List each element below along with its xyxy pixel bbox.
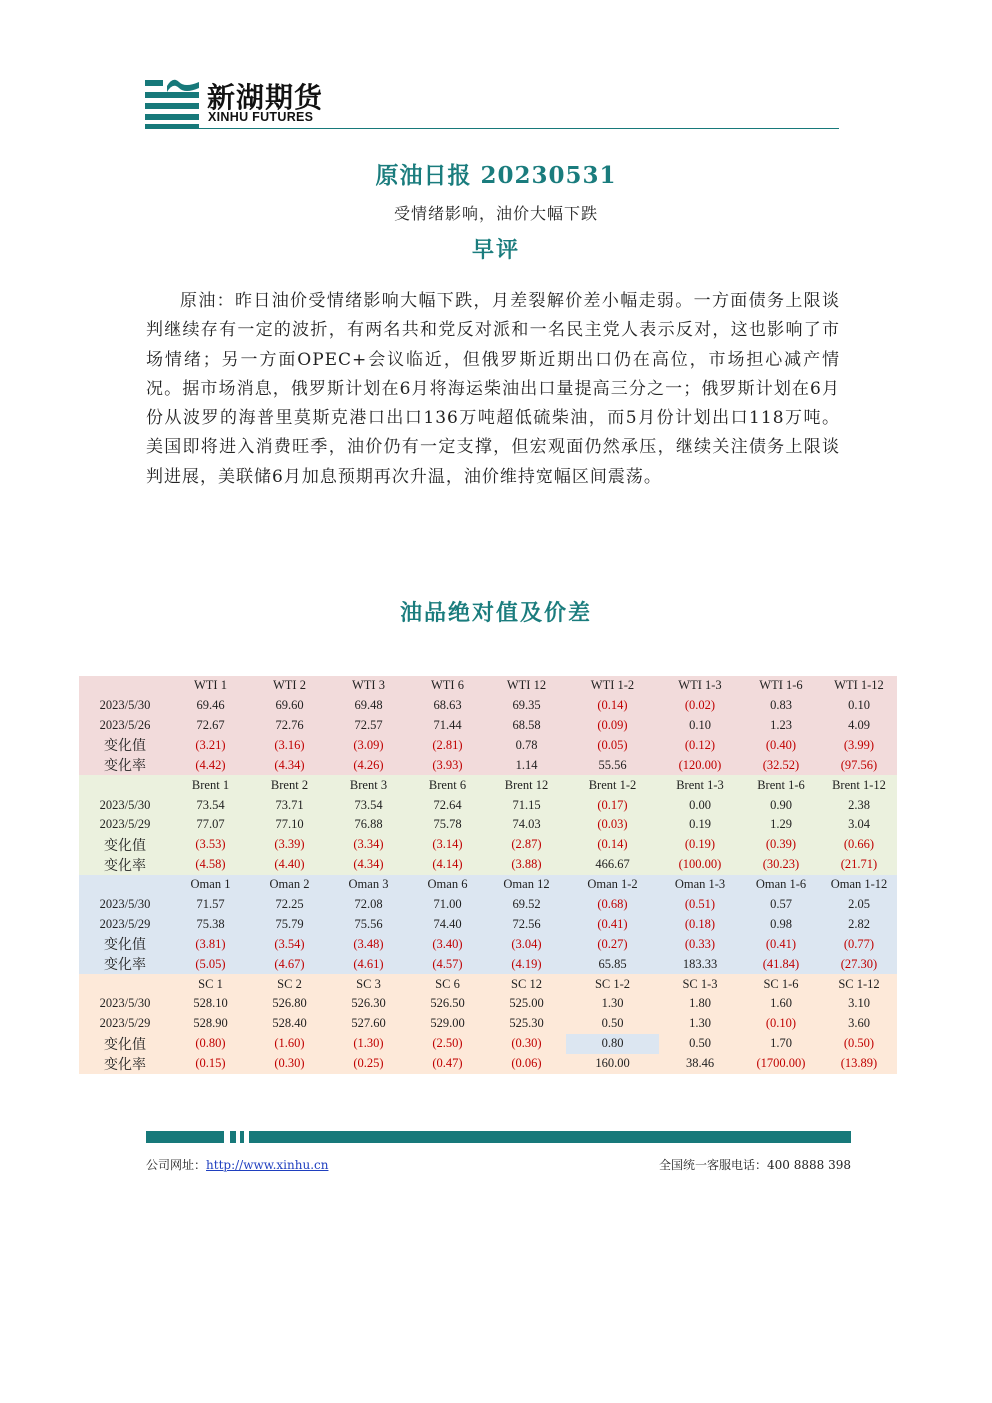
row-label: 变化值	[79, 835, 171, 855]
table-cell: 38.46	[659, 1054, 741, 1074]
column-header: SC 1-2	[566, 974, 659, 994]
row-label: 变化值	[79, 934, 171, 954]
header-blank-cell	[79, 775, 171, 795]
table-cell: (5.05)	[171, 954, 250, 974]
table-cell: 71.44	[408, 716, 487, 736]
table-cell: (0.41)	[741, 934, 821, 954]
column-header: Oman 1-2	[566, 875, 659, 895]
table-cell: (13.89)	[821, 1054, 897, 1074]
table-cell: (0.14)	[566, 835, 659, 855]
table-cell: (3.21)	[171, 735, 250, 755]
table-cell: (0.14)	[566, 696, 659, 716]
table-cell: (0.39)	[741, 835, 821, 855]
row-label: 变化值	[79, 735, 171, 755]
table-cell: (0.19)	[659, 835, 741, 855]
table-cell: 0.57	[741, 895, 821, 915]
table-cell: 528.90	[171, 1014, 250, 1034]
column-header: SC 1-3	[659, 974, 741, 994]
header	[145, 70, 840, 130]
column-header: SC 1	[171, 974, 250, 994]
table-cell: 1.23	[741, 716, 821, 736]
table-cell: 0.00	[659, 795, 741, 815]
table-cell: (0.12)	[659, 735, 741, 755]
table-cell: 2.38	[821, 795, 897, 815]
row-label: 2023/5/29	[79, 1014, 171, 1034]
column-header: SC 1-6	[741, 974, 821, 994]
table-cell: 74.03	[487, 815, 566, 835]
table-cell: (0.09)	[566, 716, 659, 736]
row-label: 2023/5/26	[79, 716, 171, 736]
table-header-row	[79, 875, 897, 895]
column-header: SC 2	[250, 974, 329, 994]
table-row	[79, 855, 897, 875]
table-cell: 526.80	[250, 994, 329, 1014]
table-cell: (4.40)	[250, 855, 329, 875]
table-cell: 528.10	[171, 994, 250, 1014]
table-cell: (0.03)	[566, 815, 659, 835]
report-subtitle: 受情绪影响，油价大幅下跌	[393, 204, 598, 223]
table-cell: (30.23)	[741, 855, 821, 875]
table-row	[79, 755, 897, 775]
column-header: WTI 1-2	[566, 676, 659, 696]
column-header: Brent 1	[171, 775, 250, 795]
row-label: 变化率	[79, 1054, 171, 1074]
table-cell: (0.77)	[821, 934, 897, 954]
table-cell: (97.56)	[821, 755, 897, 775]
column-header: Oman 12	[487, 875, 566, 895]
row-label: 变化率	[79, 855, 171, 875]
row-label: 变化率	[79, 755, 171, 775]
table-cell: 160.00	[566, 1054, 659, 1074]
table-cell: (3.09)	[329, 735, 408, 755]
table-cell: (1700.00)	[741, 1054, 821, 1074]
table-cell: (120.00)	[659, 755, 741, 775]
table-cell: (0.05)	[566, 735, 659, 755]
table-row	[79, 914, 897, 934]
header-blank-cell	[79, 676, 171, 696]
table-cell: (0.17)	[566, 795, 659, 815]
table-cell: 0.80	[566, 1034, 659, 1054]
table-cell: 1.30	[566, 994, 659, 1014]
header-divider	[145, 128, 839, 129]
table-row	[79, 954, 897, 974]
table-cell: 75.56	[329, 914, 408, 934]
table-cell: (0.68)	[566, 895, 659, 915]
column-header: Brent 1-6	[741, 775, 821, 795]
table-row	[79, 1014, 897, 1034]
table-cell: (1.30)	[329, 1034, 408, 1054]
table-cell: 69.52	[487, 895, 566, 915]
table-cell: (0.25)	[329, 1054, 408, 1074]
table-cell: (0.40)	[741, 735, 821, 755]
table-cell: 525.00	[487, 994, 566, 1014]
table-cell: (0.27)	[566, 934, 659, 954]
table-cell: (0.30)	[487, 1034, 566, 1054]
table-cell: 69.48	[329, 696, 408, 716]
table-cell: (27.30)	[821, 954, 897, 974]
table-cell: 72.56	[487, 914, 566, 934]
brand-name-cn: 新湖期货	[207, 81, 324, 114]
table-row	[79, 735, 897, 755]
table-cell: (0.06)	[487, 1054, 566, 1074]
table-row	[79, 934, 897, 954]
table-cell: 0.10	[821, 696, 897, 716]
table-cell: (4.34)	[250, 755, 329, 775]
table-cell: 73.71	[250, 795, 329, 815]
table-cell: 76.88	[329, 815, 408, 835]
table-row	[79, 1034, 897, 1054]
website-label: 公司网址：	[146, 1158, 207, 1172]
table-cell: 183.33	[659, 954, 741, 974]
table-cell: (0.18)	[659, 914, 741, 934]
footer-website	[146, 1156, 328, 1173]
table-cell: 68.63	[408, 696, 487, 716]
column-header: Oman 2	[250, 875, 329, 895]
table-cell: (4.61)	[329, 954, 408, 974]
table-cell: (0.51)	[659, 895, 741, 915]
table-row	[79, 696, 897, 716]
table-cell: (3.40)	[408, 934, 487, 954]
column-header: WTI 12	[487, 676, 566, 696]
table-cell: (4.57)	[408, 954, 487, 974]
column-header: WTI 1	[171, 676, 250, 696]
column-header: WTI 1-6	[741, 676, 821, 696]
table-cell: 466.67	[566, 855, 659, 875]
table-cell: 528.40	[250, 1014, 329, 1034]
table-cell: 74.40	[408, 914, 487, 934]
table-cell: (0.30)	[250, 1054, 329, 1074]
table-row	[79, 895, 897, 915]
table-cell: (3.39)	[250, 835, 329, 855]
column-header: Oman 1	[171, 875, 250, 895]
table-cell: 72.67	[171, 716, 250, 736]
column-header: WTI 1-3	[659, 676, 741, 696]
table-header-row	[79, 775, 897, 795]
table-cell: 75.78	[408, 815, 487, 835]
table-cell: 526.50	[408, 994, 487, 1014]
table-cell: 69.35	[487, 696, 566, 716]
table-cell: 72.57	[329, 716, 408, 736]
table-cell: 0.10	[659, 716, 741, 736]
table-cell: 1.29	[741, 815, 821, 835]
table-cell: 77.10	[250, 815, 329, 835]
column-header: Brent 12	[487, 775, 566, 795]
column-header: WTI 6	[408, 676, 487, 696]
footer-bar	[146, 1131, 224, 1143]
table-cell: (21.71)	[821, 855, 897, 875]
table-cell: (3.14)	[408, 835, 487, 855]
table-cell: (4.58)	[171, 855, 250, 875]
table-cell: (4.42)	[171, 755, 250, 775]
table-cell: 526.30	[329, 994, 408, 1014]
table-row	[79, 795, 897, 815]
row-label: 2023/5/30	[79, 895, 171, 915]
xinhu-logo-icon	[145, 76, 199, 128]
row-label: 2023/5/30	[79, 994, 171, 1014]
column-header: Oman 6	[408, 875, 487, 895]
table-cell: 527.60	[329, 1014, 408, 1034]
table-cell: 4.09	[821, 716, 897, 736]
table-cell: (3.88)	[487, 855, 566, 875]
table-cell: (0.15)	[171, 1054, 250, 1074]
table-cell: 3.04	[821, 815, 897, 835]
table-cell: 71.57	[171, 895, 250, 915]
table-cell: 71.15	[487, 795, 566, 815]
header-blank-cell	[79, 974, 171, 994]
column-header: SC 12	[487, 974, 566, 994]
row-label: 2023/5/29	[79, 815, 171, 835]
table-cell: 73.54	[329, 795, 408, 815]
table-header-row	[79, 974, 897, 994]
table-row	[79, 1054, 897, 1074]
table-cell: 75.79	[250, 914, 329, 934]
table-cell: (3.81)	[171, 934, 250, 954]
table-cell: (4.14)	[408, 855, 487, 875]
table-cell: (4.67)	[250, 954, 329, 974]
footer-hotline: 全国统一客服电话：400 8888 398	[659, 1158, 851, 1172]
column-header: Brent 1-12	[821, 775, 897, 795]
table-cell: 1.30	[659, 1014, 741, 1034]
table-cell: 55.56	[566, 755, 659, 775]
table-cell: (3.99)	[821, 735, 897, 755]
table-cell: 0.50	[659, 1034, 741, 1054]
column-header: Brent 1-3	[659, 775, 741, 795]
column-header: SC 1-12	[821, 974, 897, 994]
table-cell: (0.33)	[659, 934, 741, 954]
table-cell: 0.98	[741, 914, 821, 934]
table-cell: (3.54)	[250, 934, 329, 954]
table-header-row	[79, 676, 897, 696]
footer-bar	[240, 1131, 244, 1143]
table-cell: (32.52)	[741, 755, 821, 775]
table-section-heading: 油品绝对值及价差	[399, 600, 592, 626]
table-cell: 75.38	[171, 914, 250, 934]
column-header: Brent 3	[329, 775, 408, 795]
column-header: WTI 1-12	[821, 676, 897, 696]
table-cell: (2.81)	[408, 735, 487, 755]
table-row	[79, 815, 897, 835]
table-cell: (0.41)	[566, 914, 659, 934]
report-title: 原油日报 20230531	[375, 162, 617, 189]
table-cell: 0.78	[487, 735, 566, 755]
table-cell: 68.58	[487, 716, 566, 736]
column-header: WTI 3	[329, 676, 408, 696]
brand-name-en: XINHU FUTURES	[208, 110, 314, 124]
table-cell: (0.80)	[171, 1034, 250, 1054]
column-header: Brent 2	[250, 775, 329, 795]
table-cell: (3.04)	[487, 934, 566, 954]
table-cell: 65.85	[566, 954, 659, 974]
table-cell: 1.70	[741, 1034, 821, 1054]
table-cell: 0.19	[659, 815, 741, 835]
footer-bar	[249, 1131, 851, 1143]
table-cell: 72.08	[329, 895, 408, 915]
column-header: Oman 3	[329, 875, 408, 895]
website-link[interactable]: http://www.xinhu.cn	[206, 1158, 329, 1172]
morning-comment-heading: 早评	[471, 237, 520, 263]
table-cell: 0.90	[741, 795, 821, 815]
column-header: Brent 1-2	[566, 775, 659, 795]
table-cell: (3.34)	[329, 835, 408, 855]
column-header: Oman 1-12	[821, 875, 897, 895]
row-label: 变化率	[79, 954, 171, 974]
table-cell: (3.93)	[408, 755, 487, 775]
table-cell: 77.07	[171, 815, 250, 835]
table-cell: (0.02)	[659, 696, 741, 716]
table-cell: 72.76	[250, 716, 329, 736]
table-cell: (0.66)	[821, 835, 897, 855]
table-row	[79, 835, 897, 855]
footer-bar	[230, 1131, 236, 1143]
table-cell: 1.60	[741, 994, 821, 1014]
table-row	[79, 994, 897, 1014]
table-cell: 529.00	[408, 1014, 487, 1034]
table-cell: 3.60	[821, 1014, 897, 1034]
column-header: SC 3	[329, 974, 408, 994]
table-cell: (4.26)	[329, 755, 408, 775]
table-cell: (41.84)	[741, 954, 821, 974]
table-cell: 69.46	[171, 696, 250, 716]
table-cell: (3.48)	[329, 934, 408, 954]
table-cell: 73.54	[171, 795, 250, 815]
column-header: SC 6	[408, 974, 487, 994]
table-cell: 0.50	[566, 1014, 659, 1034]
table-cell: (4.34)	[329, 855, 408, 875]
table-cell: (3.53)	[171, 835, 250, 855]
table-cell: 1.80	[659, 994, 741, 1014]
row-label: 2023/5/30	[79, 696, 171, 716]
header-blank-cell	[79, 875, 171, 895]
column-header: Oman 1-6	[741, 875, 821, 895]
table-row	[79, 716, 897, 736]
table-cell: (0.50)	[821, 1034, 897, 1054]
table-cell: 525.30	[487, 1014, 566, 1034]
table-cell: 69.60	[250, 696, 329, 716]
table-cell: 1.14	[487, 755, 566, 775]
column-header: Brent 6	[408, 775, 487, 795]
row-label: 变化值	[79, 1034, 171, 1054]
table-cell: (1.60)	[250, 1034, 329, 1054]
table-cell: 71.00	[408, 895, 487, 915]
table-cell: 72.25	[250, 895, 329, 915]
table-cell: 72.64	[408, 795, 487, 815]
table-cell: (2.50)	[408, 1034, 487, 1054]
table-cell: (2.87)	[487, 835, 566, 855]
row-label: 2023/5/30	[79, 795, 171, 815]
row-label: 2023/5/29	[79, 914, 171, 934]
table-cell: 2.05	[821, 895, 897, 915]
morning-comment-paragraph: 原油：昨日油价受情绪影响大幅下跌，月差裂解价差小幅走弱。一方面债务上限谈判继续存有一定的波折，有两名共和党反对派和一名民主党人表示反对，这也影响了市场情绪；另一方面OPEC+会议临近，但俄罗斯近期出口仍在高位，市场担心减产情况。据市场消息，俄罗斯计划在6月将海运柴油出口量提高三分之一；俄罗斯计划在6月份从波罗的海普里莫斯克港口出口136万吨超低硫柴油，而5月份计划出口118万吨。美国即将进入消费旺季，油价仍有一定支撑，但宏观面仍然承压，继续关注债务上限谈判进展，美联储6月加息预期再次升温，油价维持宽幅区间震荡。	[146, 291, 840, 487]
table-cell: (100.00)	[659, 855, 741, 875]
table-cell: (3.16)	[250, 735, 329, 755]
table-cell: (4.19)	[487, 954, 566, 974]
table-cell: (0.10)	[741, 1014, 821, 1034]
column-header: WTI 2	[250, 676, 329, 696]
table-cell: 3.10	[821, 994, 897, 1014]
table-cell: 2.82	[821, 914, 897, 934]
oil-spread-table	[79, 676, 897, 1074]
table-cell: 0.83	[741, 696, 821, 716]
table-cell: (0.47)	[408, 1054, 487, 1074]
column-header: Oman 1-3	[659, 875, 741, 895]
